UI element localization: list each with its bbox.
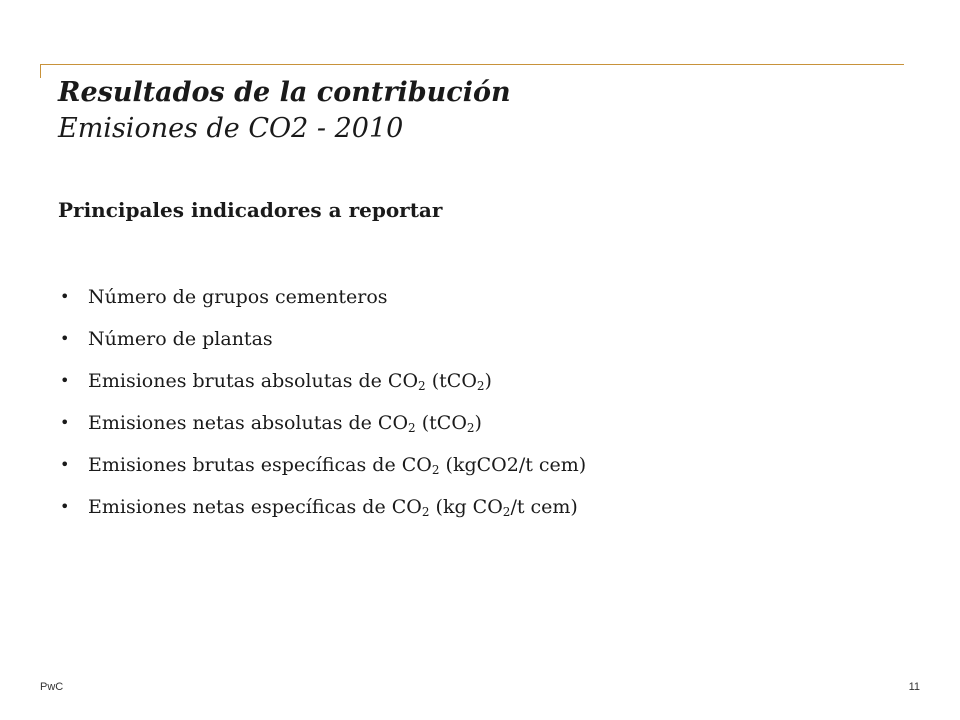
bullet-text: Emisiones netas absolutas de $CO_2$ (tCO$_2$)	[88, 412, 482, 435]
slide-title: Resultados de la contribución	[58, 77, 511, 108]
bullet-icon: •	[60, 497, 70, 516]
bullet-text: Emisiones brutas absolutas de $CO_2$ (tCO$_2$)	[88, 370, 492, 393]
footer-brand: PwC	[40, 681, 64, 693]
bullet-icon: •	[60, 371, 70, 390]
bullet-icon: •	[60, 329, 70, 348]
bullet-text: Emisiones netas específicas de $CO_2$ (kg $CO_2/t$ cem)	[88, 496, 578, 519]
bullet-text: Número de grupos cementeros	[88, 286, 388, 308]
header-rule-tick	[40, 64, 41, 78]
header-rule	[40, 64, 904, 65]
list-item	[58, 324, 586, 366]
page-number: 11	[908, 681, 920, 693]
list-item	[58, 492, 586, 534]
list-item	[58, 408, 586, 450]
slide-subtitle: Emisiones de CO2 - 2010	[58, 113, 404, 144]
bullet-icon: •	[60, 455, 70, 474]
list-item	[58, 450, 586, 492]
bullet-text: Número de plantas	[88, 328, 273, 350]
list-item	[58, 366, 586, 408]
bullet-icon: •	[60, 287, 70, 306]
bullet-icon: •	[60, 413, 70, 432]
section-heading: Principales indicadores a reportar	[58, 198, 443, 222]
list-item	[58, 282, 586, 324]
bullet-text: Emisiones brutas específicas de $CO_2$ (kgCO2/t cem)	[88, 454, 587, 477]
indicator-list	[58, 282, 586, 534]
